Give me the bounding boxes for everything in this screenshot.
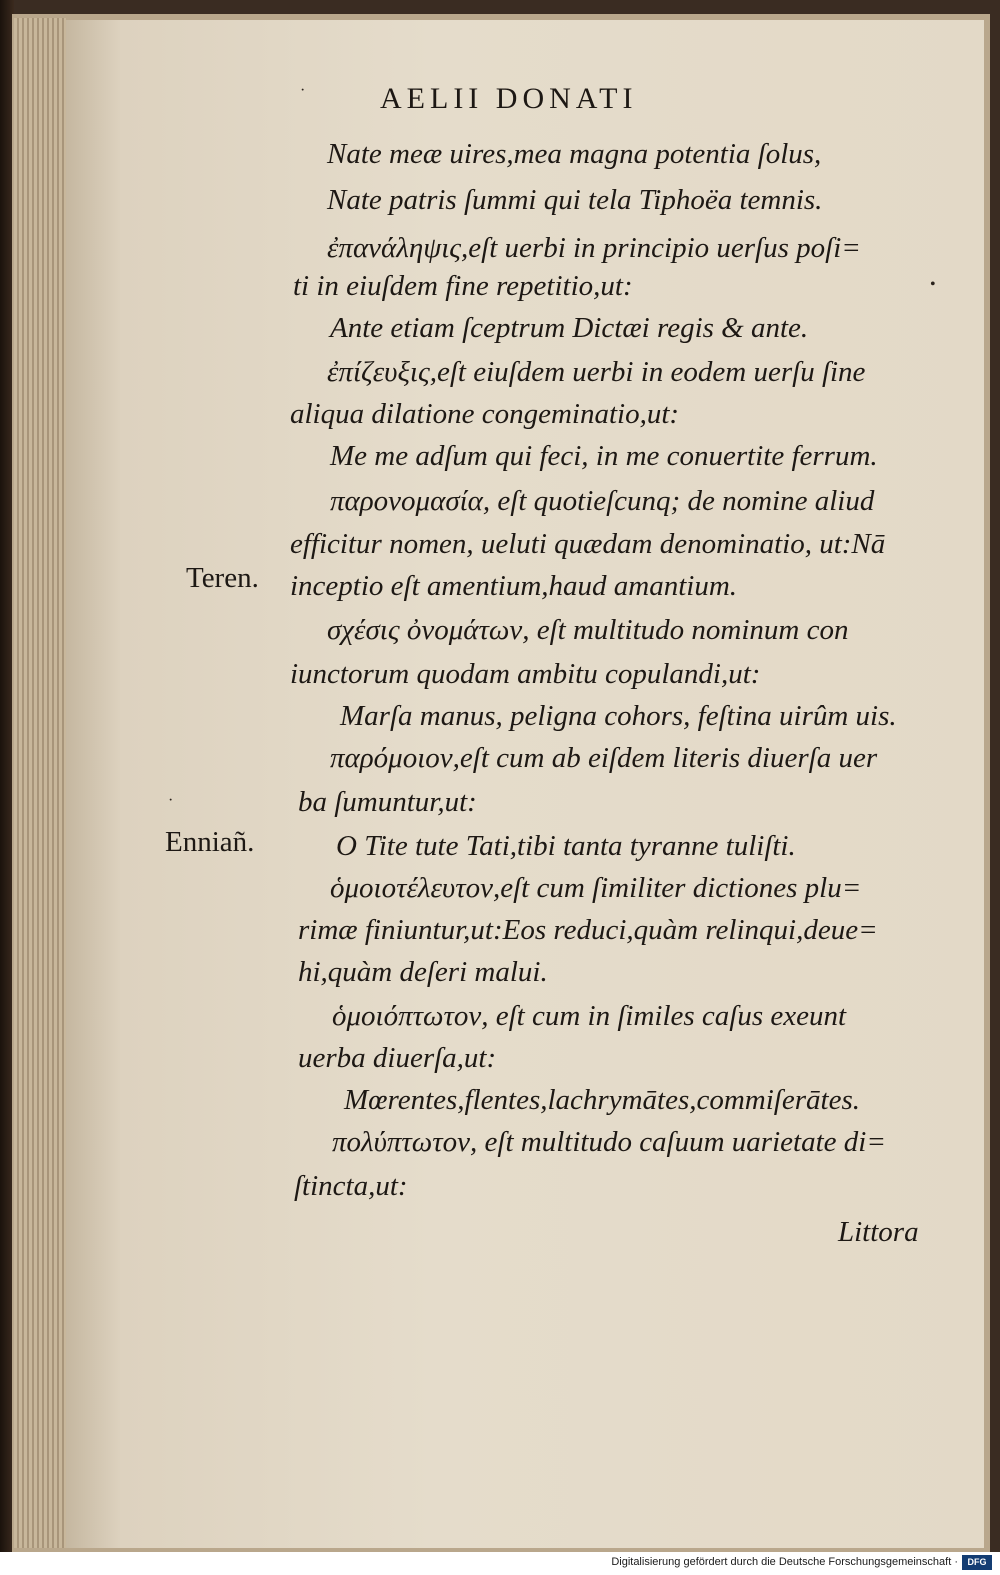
text-line: Me me adſum qui feci, in me conuertite ferrum. xyxy=(330,440,878,472)
catchword: Littora xyxy=(838,1216,919,1248)
text-line: παρόμοιον,eſt cum ab eiſdem literis diuerſa uer xyxy=(330,742,878,774)
page-edges xyxy=(14,18,66,1548)
text-line: uerba diuerſa,ut: xyxy=(298,1042,497,1074)
text-line: πολύπτωτον, eſt multitudo caſuum uarietate di= xyxy=(332,1126,886,1158)
text-line: σχέσις ὀνομάτων, eſt multitudo nominum con xyxy=(327,614,849,646)
margin-note-ennianu: Enniañ. xyxy=(165,826,255,858)
text-line: Ante etiam ſceptrum Dictæi regis & ante. xyxy=(330,312,809,344)
text-line: Marſa manus, peligna cohors, feſtina uirûm uis. xyxy=(340,700,897,732)
text-line: ὁμοιοτέλευτον,eſt cum ſimiliter dictiones plu= xyxy=(330,872,862,904)
text-line: ὁμοιόπτωτον, eſt cum in ſimiles caſus exeunt xyxy=(332,1000,847,1032)
running-head: AELII DONATI xyxy=(380,82,638,115)
text-line: ſtincta,ut: xyxy=(294,1170,408,1202)
text-line: O Tite tute Tati,tibi tanta tyranne tuliſti. xyxy=(336,830,796,862)
text-line: Nate meæ uires,mea magna potentia ſolus, xyxy=(327,138,822,170)
text-line: παρονομασία, eſt quotieſcunq; de nomine aliud xyxy=(330,485,875,517)
text-line: ἐπίζευξις,eſt eiuſdem uerbi in eodem uerſu ſine xyxy=(327,356,866,388)
text-line: efficitur nomen, ueluti quædam denominatio, ut:Nā xyxy=(290,528,886,560)
text-line: inceptio eſt amentium,haud amantium. xyxy=(290,570,738,602)
text-line: rimæ finiuntur,ut:Eos reduci,quàm relinqui,deue= xyxy=(298,914,878,946)
margin-note-teren: Teren. xyxy=(186,562,259,594)
text-line: hi,quàm deſeri malui. xyxy=(298,956,548,988)
text-line: ba ſumuntur,ut: xyxy=(298,786,477,818)
text-line: aliqua dilatione congeminatio,ut: xyxy=(290,398,680,430)
footer-credit: Digitalisierung gefördert durch die Deutsche Forschungsgemeinschaft · xyxy=(611,1556,958,1568)
ink-speck: • xyxy=(930,276,936,293)
text-line: Nate patris ſummi qui tela Tiphoëa temnis. xyxy=(327,184,823,216)
ink-speck: · xyxy=(300,82,306,99)
ink-speck: · xyxy=(168,792,174,809)
text-line: Mœrentes,flentes,lachrymātes,commiſerātes. xyxy=(344,1084,860,1116)
dfg-logo-icon: DFG xyxy=(962,1555,992,1570)
text-line: ti in eiuſdem fine repetitio,ut: xyxy=(293,270,633,302)
text-line: iunctorum quodam ambitu copulandi,ut: xyxy=(290,658,761,690)
text-line: ἐπανάληψις,eſt uerbi in principio uerſus poſi= xyxy=(327,232,861,264)
